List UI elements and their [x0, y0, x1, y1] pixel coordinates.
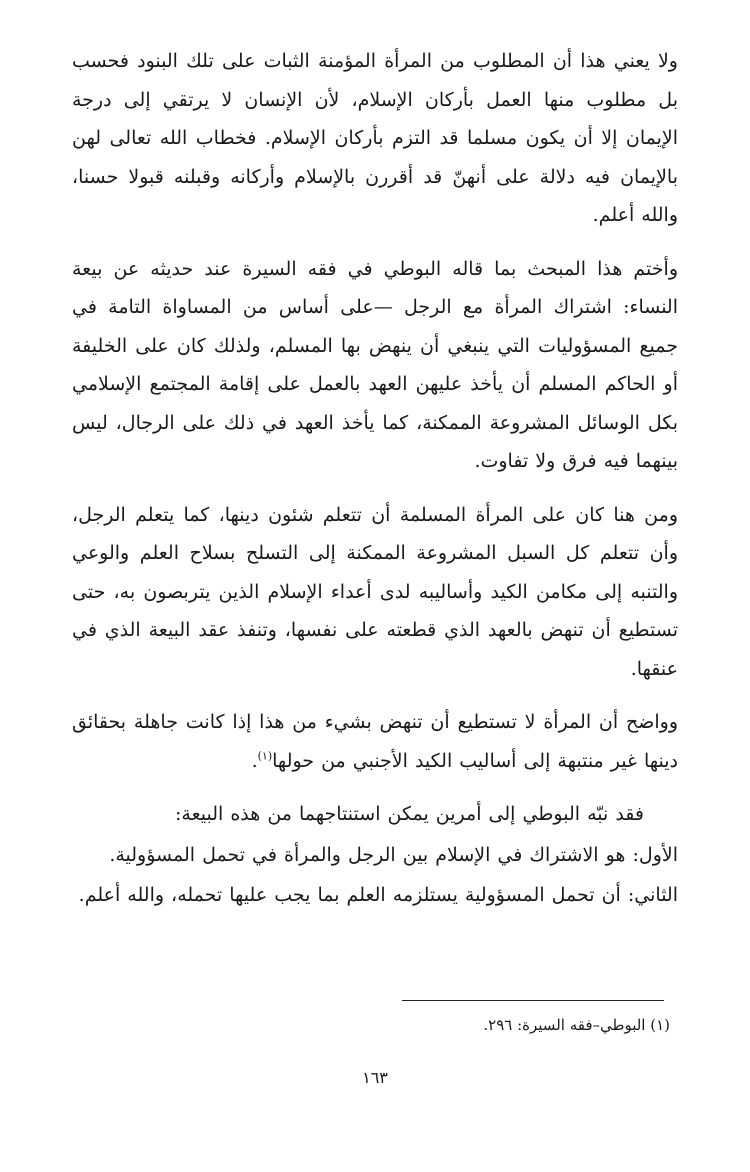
- paragraph-3: ومن هنا كان على المرأة المسلمة أن تتعلم شئون دينها، كما يتعلم الرجل، وأن تتعلم كل السبل المشروعة الممكنة إلى التسلح بسلاح العلم والوعي والتنبه إلى مكامن الكيد وأساليبه لدى أعداء الإسلام الذين يتربصون به، حتى تستطيع أن تنهض بالعهد الذي قطعته على نفسها، وتنفذ عقد البيعة الذي في عنقها.: [72, 503, 678, 680]
- paragraph-1: ولا يعني هذا أن المطلوب من المرأة المؤمنة الثبات على تلك البنود فحسب بل مطلوب منها العمل بأركان الإسلام، لأن الإنسان لا يرتقي إلى درجة الإيمان إلا أن يكون مسلما قد التزم بأركان الإسلام. فخطاب الله تعالى لهن بالإيمان فيه دلالة على أنهنّ قد أقررن بالإسلام وأركانه وقبلنه قبولا حسنا، والله أعلم.: [72, 50, 678, 226]
- paragraph-2: وأختم هذا المبحث بما قاله البوطي في فقه السيرة عند حديثه عن بيعة النساء: اشتراك المرأة مع الرجل —على أساس من المساواة التامة في جميع المسؤوليات التي ينبغي أن ينهض بها المسلم، ولذلك كان على الخليفة أو الحاكم المسلم أن يأخذ عليهن العهد بالعمل على إقامة المجتمع الإسلامي بكل الوسائل المشروعة الممكنة، كما يأخذ العهد في ذلك على الرجال، ليس بينهما فيه فرق ولا تفاوت.: [72, 257, 678, 472]
- paragraph-4-end: .: [251, 749, 258, 772]
- paragraph-gap: [72, 235, 678, 250]
- paragraph-gap: [72, 780, 678, 795]
- footnote: (١) البوطي–فقه السيرة: ٢٩٦.: [483, 1016, 670, 1034]
- paragraph-6: الأول: هو الاشتراك في الإسلام بين الرجل والمرأة في تحمل المسؤولية.: [109, 843, 678, 866]
- page-body: [72, 42, 678, 915]
- paragraph-gap: [72, 688, 678, 703]
- paragraph-gap: [72, 481, 678, 496]
- paragraph-5: فقد نبّه البوطي إلى أمرين يمكن استنتاجهما من هذه البيعة:: [175, 803, 644, 825]
- footnote-reference: (١): [257, 749, 273, 763]
- footnote-separator: [402, 1000, 664, 1001]
- paragraph-4-text: وواضح أن المرأة لا تستطيع أن تنهض بشيء من هذا إذا كانت جاهلة بحقائق دينها غير منتبهة إلى أساليب الكيد الأجنبي من حولها: [72, 711, 678, 772]
- paragraph-7: الثاني: أن تحمل المسؤولية يستلزمه العلم بما يجب عليها تحمله، والله أعلم.: [78, 884, 678, 906]
- paragraph-4: [72, 703, 678, 780]
- page-number: ١٦٣: [362, 1068, 388, 1087]
